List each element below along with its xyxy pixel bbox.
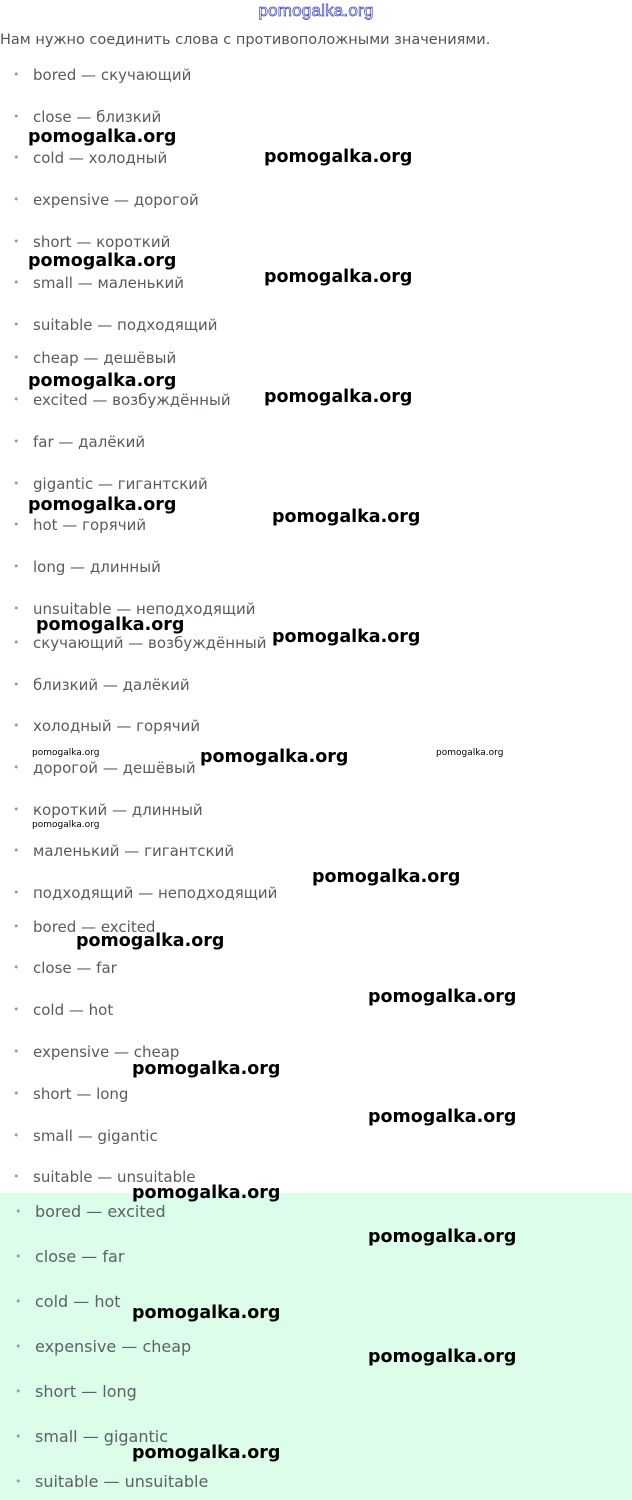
list-item: • far — далёкий	[13, 433, 146, 451]
watermark: pomogalka.org	[264, 267, 413, 287]
list-item: • close — близкий	[13, 108, 162, 126]
watermark-small: pomogalka.org	[32, 820, 100, 830]
watermark: pomogalka.org	[132, 1443, 281, 1463]
answer-item: • short — long	[15, 1382, 137, 1401]
list-item: • gigantic — гигантский	[13, 475, 208, 493]
watermark: pomogalka.org	[200, 747, 349, 767]
list-item: • long — длинный	[13, 558, 161, 576]
watermark: pomogalka.org	[76, 931, 225, 951]
watermark: pomogalka.org	[272, 627, 421, 647]
watermark: pomogalka.org	[368, 1227, 517, 1247]
watermark: pomogalka.org	[312, 867, 461, 887]
list-item: • unsuitable — неподходящий	[13, 600, 256, 618]
watermark: pomogalka.org	[36, 615, 185, 635]
watermark: pomogalka.org	[264, 387, 413, 407]
watermark: pomogalka.org	[368, 1347, 517, 1367]
list-item: • suitable — unsuitable	[13, 1168, 196, 1186]
watermark: pomogalka.org	[132, 1059, 281, 1079]
list-item: • cold — холодный	[13, 149, 168, 167]
intro-text: Нам нужно соединить слова с противоположными значениями.	[0, 32, 491, 48]
list-item: • дорогой — дешёвый	[13, 759, 196, 777]
watermark: pomogalka.org	[272, 507, 421, 527]
list-item: • bored — excited	[13, 918, 156, 936]
header-watermark: pomogalka.org	[258, 1, 374, 20]
list-item: • expensive — cheap	[13, 1043, 180, 1061]
answer-item: • small — gigantic	[15, 1427, 169, 1446]
list-item: • short — короткий	[13, 233, 171, 251]
watermark: pomogalka.org	[28, 371, 177, 391]
list-item: • cold — hot	[13, 1001, 114, 1019]
list-item: • cheap — дешёвый	[13, 349, 177, 367]
watermark: pomogalka.org	[28, 127, 177, 147]
list-item: • короткий — длинный	[13, 801, 203, 819]
list-item: • suitable — подходящий	[13, 316, 218, 334]
list-item: • short — long	[13, 1085, 129, 1103]
watermark: pomogalka.org	[28, 251, 177, 271]
list-item: • excited — возбуждённый	[13, 391, 231, 409]
list-item: • скучающий — возбуждённый	[13, 634, 267, 652]
answer-box	[0, 1193, 632, 1500]
list-item: • подходящий — неподходящий	[13, 884, 278, 902]
list-item: • expensive — дорогой	[13, 191, 199, 209]
answer-item: • bored — excited	[15, 1202, 166, 1221]
answer-item: • expensive — cheap	[15, 1337, 192, 1356]
list-item: • холодный — горячий	[13, 717, 201, 735]
watermark: pomogalka.org	[264, 147, 413, 167]
list-item: • близкий — далёкий	[13, 676, 190, 694]
list-item: • bored — скучающий	[13, 66, 192, 84]
watermark: pomogalka.org	[132, 1183, 281, 1203]
watermark: pomogalka.org	[132, 1303, 281, 1323]
list-item: • hot — горячий	[13, 516, 147, 534]
list-item: • small — gigantic	[13, 1127, 158, 1145]
answer-item: • suitable — unsuitable	[15, 1472, 209, 1491]
watermark: pomogalka.org	[368, 1107, 517, 1127]
answer-item: • close — far	[15, 1247, 125, 1266]
answer-item: • cold — hot	[15, 1292, 121, 1311]
list-item: • small — маленький	[13, 274, 185, 292]
watermark-small: pomogalka.org	[436, 748, 504, 758]
list-item: • маленький — гигантский	[13, 842, 235, 860]
watermark: pomogalka.org	[368, 987, 517, 1007]
watermark-small: pomogalka.org	[32, 748, 100, 758]
list-item: • close — far	[13, 959, 117, 977]
watermark: pomogalka.org	[28, 495, 177, 515]
